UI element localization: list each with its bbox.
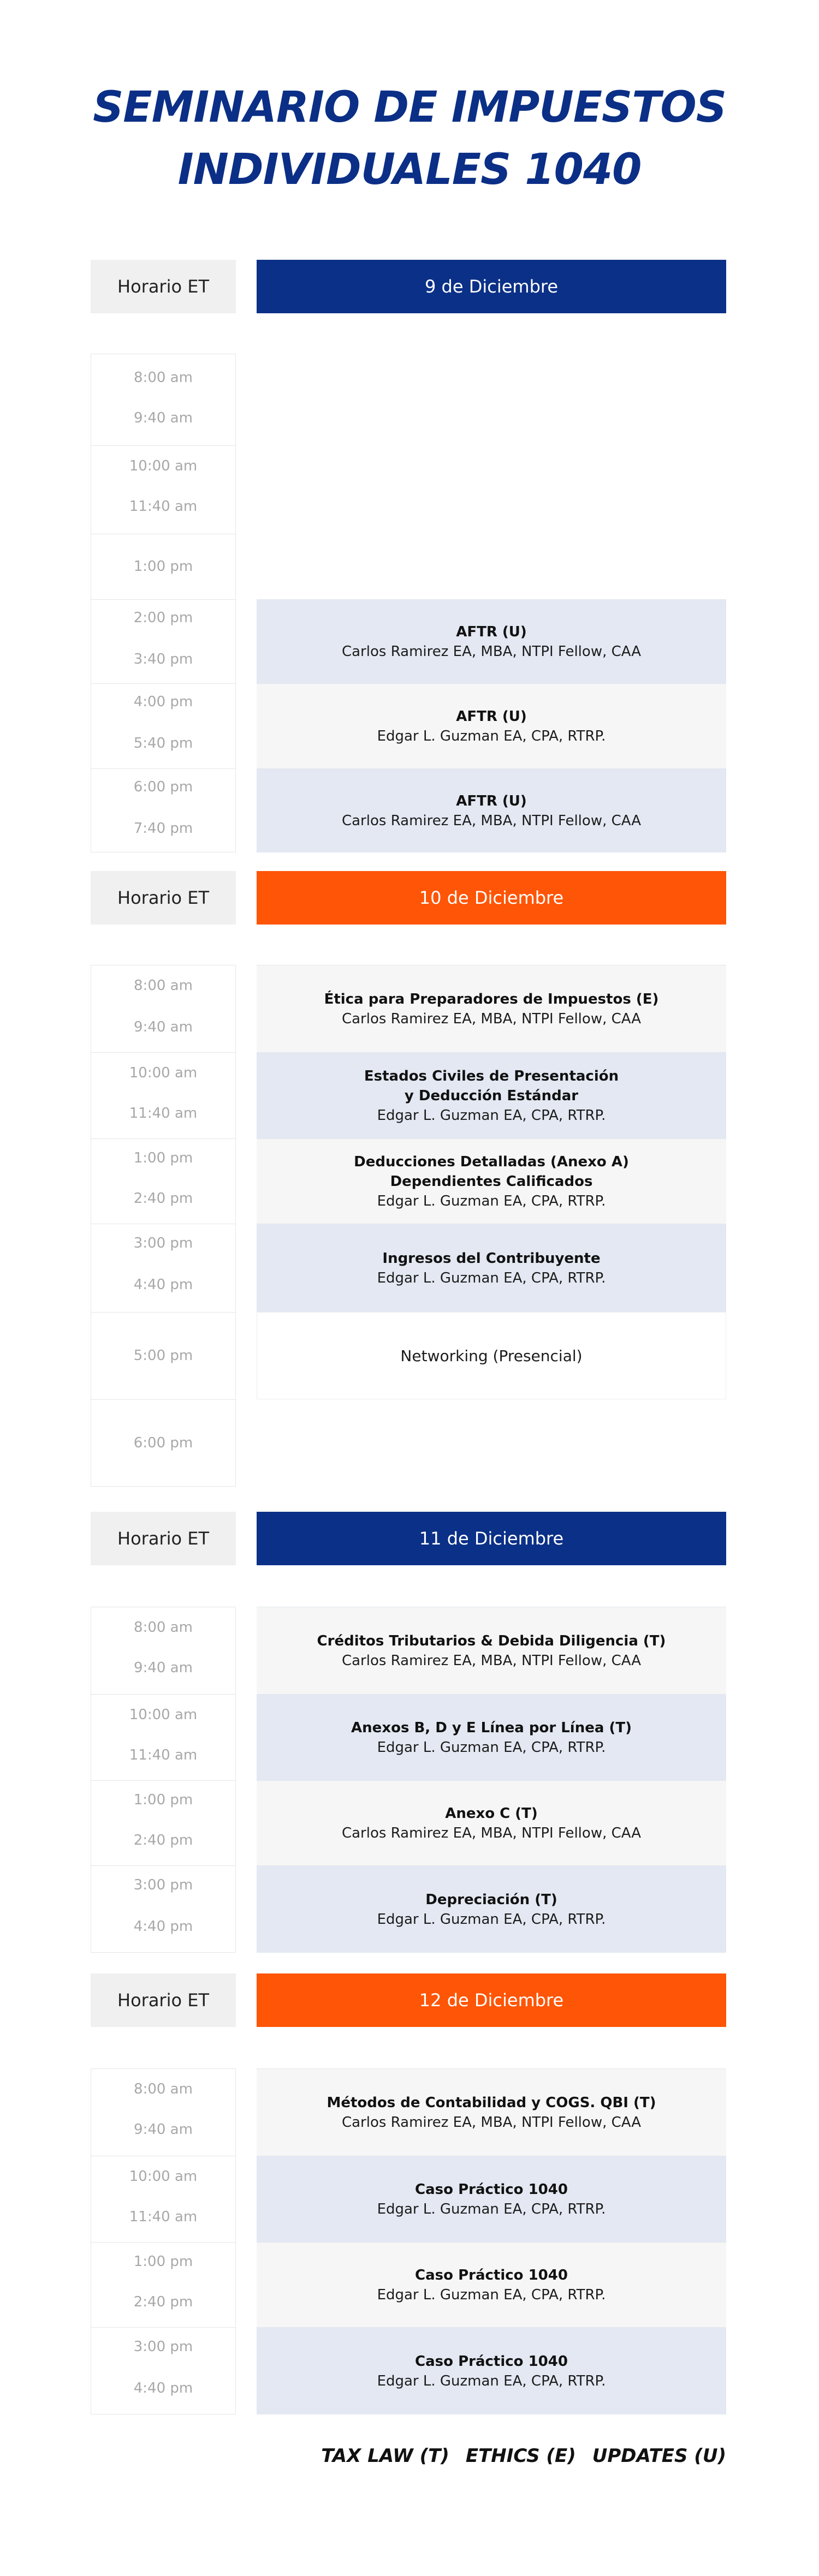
session-card xyxy=(257,1607,726,1694)
session-title: Estados Civiles de Presentación xyxy=(364,1068,619,1084)
time-start: 3:00 pm xyxy=(133,1877,193,1893)
session-card xyxy=(257,1052,726,1138)
time-end: 2:40 pm xyxy=(133,2294,193,2310)
session-title: AFTR (U) xyxy=(456,708,527,725)
time-start: 5:00 pm xyxy=(133,1347,193,1364)
session-title-line-2: y Deducción Estándar xyxy=(404,1087,579,1104)
time-slot xyxy=(91,1224,235,1313)
time-slot xyxy=(91,2328,235,2415)
time-start: 3:00 pm xyxy=(133,1235,193,1251)
legend-updates: UPDATES (U) xyxy=(592,2445,726,2467)
session-speaker: Carlos Ramirez EA, MBA, NTPI Fellow, CAA xyxy=(341,1010,642,1027)
time-start: 2:00 pm xyxy=(133,610,193,626)
session-card xyxy=(257,1694,726,1780)
session-card xyxy=(257,2327,726,2414)
time-column-day-2 xyxy=(91,965,236,1487)
session-speaker: Edgar L. Guzman EA, CPA, RTRP. xyxy=(377,728,606,744)
time-slot xyxy=(91,1781,235,1866)
day-header-10: 10 de Diciembre xyxy=(257,871,726,925)
session-speaker: Edgar L. Guzman EA, CPA, RTRP. xyxy=(377,1911,606,1928)
time-end: 11:40 am xyxy=(129,1105,198,1122)
session-speaker: Carlos Ramirez EA, MBA, NTPI Fellow, CAA xyxy=(341,1652,642,1669)
time-end: 11:40 am xyxy=(129,498,198,515)
session-title: Depreciación (T) xyxy=(425,1891,557,1908)
time-slot xyxy=(91,1607,235,1695)
time-start: 1:00 pm xyxy=(133,558,193,575)
time-start: 6:00 pm xyxy=(133,779,193,795)
time-slot xyxy=(91,1053,235,1139)
time-end: 3:40 pm xyxy=(133,651,193,667)
time-slot xyxy=(91,534,235,600)
time-end: 4:40 pm xyxy=(133,1277,193,1293)
session-title-line-2: Dependientes Calificados xyxy=(390,1173,593,1190)
session-speaker: Carlos Ramirez EA, MBA, NTPI Fellow, CAA xyxy=(341,812,642,829)
legend-ethics: ETHICS (E) xyxy=(465,2445,576,2467)
schedule-label: Horario ET xyxy=(91,871,236,925)
time-start: 1:00 pm xyxy=(133,2253,193,2270)
time-start: 4:00 pm xyxy=(133,694,193,710)
session-speaker: Carlos Ramirez EA, MBA, NTPI Fellow, CAA xyxy=(341,2114,642,2131)
time-start: 1:00 pm xyxy=(133,1792,193,1808)
time-start: 3:00 pm xyxy=(133,2339,193,2355)
day-header-12: 12 de Diciembre xyxy=(257,1973,726,2027)
time-start: 10:00 am xyxy=(129,458,198,474)
session-title: Caso Práctico 1040 xyxy=(415,2181,568,2198)
time-start: 8:00 am xyxy=(134,977,193,994)
session-card xyxy=(257,1780,726,1865)
session-card xyxy=(257,2156,726,2242)
time-start: 6:00 pm xyxy=(133,1435,193,1451)
networking-card xyxy=(257,1312,726,1399)
session-card xyxy=(257,965,726,1052)
time-end: 7:40 pm xyxy=(133,820,193,837)
time-column-day-1 xyxy=(91,354,236,852)
session-title: Ingresos del Contribuyente xyxy=(382,1250,601,1267)
session-card xyxy=(257,599,726,683)
session-title: Caso Práctico 1040 xyxy=(415,2267,568,2283)
time-end: 9:40 am xyxy=(134,1660,193,1676)
time-end: 4:40 pm xyxy=(133,1918,193,1935)
schedule-label: Horario ET xyxy=(91,1512,236,1565)
time-start: 1:00 pm xyxy=(133,1150,193,1166)
time-end: 2:40 pm xyxy=(133,1190,193,1207)
time-slot xyxy=(91,1313,235,1400)
session-speaker: Edgar L. Guzman EA, CPA, RTRP. xyxy=(377,2372,606,2389)
time-slot xyxy=(91,1400,235,1487)
day-header-11: 11 de Diciembre xyxy=(257,1512,726,1565)
schedule-label: Horario ET xyxy=(91,1973,236,2027)
session-speaker: Edgar L. Guzman EA, CPA, RTRP. xyxy=(377,1107,606,1124)
time-start: 8:00 am xyxy=(134,2081,193,2097)
time-end: 11:40 am xyxy=(129,2209,198,2225)
time-column-day-4 xyxy=(91,2068,236,2414)
session-card xyxy=(257,1865,726,1953)
day-header-9: 9 de Diciembre xyxy=(257,260,726,313)
time-end: 9:40 am xyxy=(134,2121,193,2138)
legend-tax-law: TAX LAW (T) xyxy=(321,2445,449,2467)
time-slot xyxy=(91,1695,235,1781)
time-end: 9:40 am xyxy=(134,410,193,426)
session-speaker: Carlos Ramirez EA, MBA, NTPI Fellow, CAA xyxy=(341,643,642,660)
session-title: AFTR (U) xyxy=(456,792,527,809)
session-title: Deducciones Detalladas (Anexo A) xyxy=(354,1153,629,1170)
time-slot xyxy=(91,446,235,534)
time-slot xyxy=(91,2243,235,2328)
session-speaker: Edgar L. Guzman EA, CPA, RTRP. xyxy=(377,2286,606,2303)
time-start: 8:00 am xyxy=(134,1619,193,1636)
time-start: 10:00 am xyxy=(129,1065,198,1081)
session-speaker: Edgar L. Guzman EA, CPA, RTRP. xyxy=(377,1269,606,1286)
time-slot xyxy=(91,1139,235,1224)
page-title xyxy=(0,76,819,201)
title-line-2: INDIVIDUALES 1040 xyxy=(177,145,642,194)
time-slot xyxy=(91,684,235,769)
session-title: Caso Práctico 1040 xyxy=(415,2353,568,2370)
schedule-label: Horario ET xyxy=(91,260,236,313)
session-title: Ética para Preparadores de Impuestos (E) xyxy=(324,991,659,1007)
session-card xyxy=(257,683,726,768)
session-speaker: Edgar L. Guzman EA, CPA, RTRP. xyxy=(377,1192,606,1209)
session-card xyxy=(257,1138,726,1224)
category-legend xyxy=(321,2445,726,2467)
time-start: 10:00 am xyxy=(129,2168,198,2185)
session-card xyxy=(257,2068,726,2156)
session-title: AFTR (U) xyxy=(456,623,527,640)
time-column-day-3 xyxy=(91,1607,236,1953)
session-card xyxy=(257,2242,726,2327)
time-slot xyxy=(91,1866,235,1953)
time-slot xyxy=(91,2156,235,2243)
time-start: 8:00 am xyxy=(134,369,193,386)
session-title: Métodos de Contabilidad y COGS. QBI (T) xyxy=(327,2094,656,2111)
time-start: 10:00 am xyxy=(129,1707,198,1723)
time-slot xyxy=(91,769,235,853)
session-title: Anexos B, D y E Línea por Línea (T) xyxy=(351,1719,632,1736)
time-slot xyxy=(91,965,235,1053)
session-title: Networking (Presencial) xyxy=(400,1346,583,1365)
time-end: 4:40 pm xyxy=(133,2380,193,2396)
title-line-1: SEMINARIO DE IMPUESTOS xyxy=(93,83,726,132)
time-end: 2:40 pm xyxy=(133,1832,193,1848)
session-card xyxy=(257,1224,726,1312)
session-speaker: Carlos Ramirez EA, MBA, NTPI Fellow, CAA xyxy=(341,1824,642,1841)
session-speaker: Edgar L. Guzman EA, CPA, RTRP. xyxy=(377,2201,606,2217)
time-slot xyxy=(91,354,235,446)
session-speaker: Edgar L. Guzman EA, CPA, RTRP. xyxy=(377,1739,606,1756)
session-title: Créditos Tributarios & Debida Diligencia (T) xyxy=(317,1632,666,1649)
time-end: 11:40 am xyxy=(129,1747,198,1763)
time-end: 9:40 am xyxy=(134,1019,193,1035)
session-card xyxy=(257,768,726,852)
session-title: Anexo C (T) xyxy=(445,1805,538,1822)
time-end: 5:40 pm xyxy=(133,735,193,752)
time-slot xyxy=(91,600,235,684)
time-slot xyxy=(91,2069,235,2156)
